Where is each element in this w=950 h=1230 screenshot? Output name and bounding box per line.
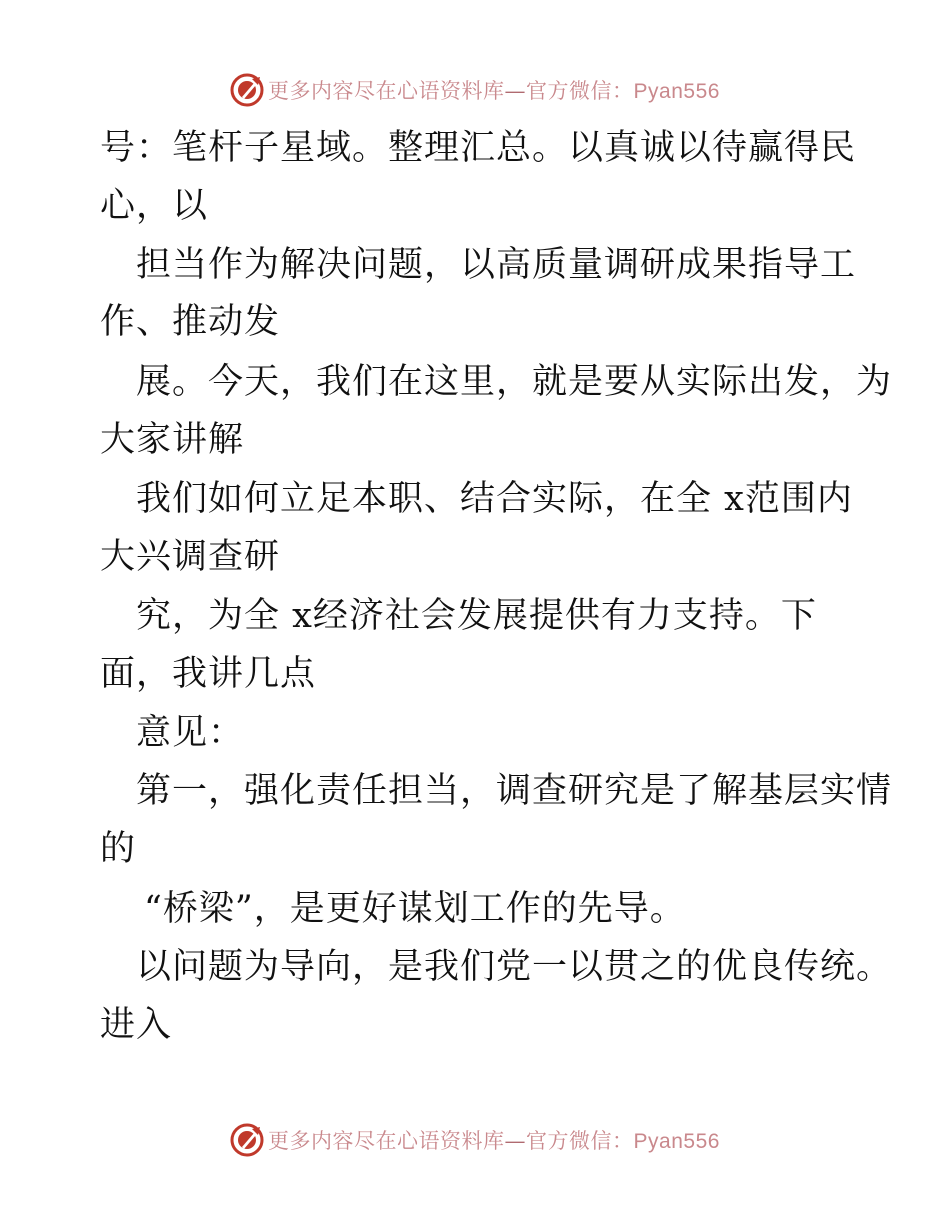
body-line: 面，我讲几点 bbox=[100, 654, 317, 694]
banner-main-text: 更多内容尽在心语资料库 bbox=[268, 79, 505, 103]
pen-seal-logo-icon bbox=[230, 1123, 264, 1157]
banner-wechat-label: 官方微信： bbox=[526, 1129, 634, 1153]
banner-wechat-id: Pyan556 bbox=[633, 80, 720, 103]
footer-banner bbox=[0, 1120, 950, 1160]
body-line: 大家讲解 bbox=[100, 420, 245, 460]
body-line: 大兴调查研 bbox=[100, 537, 281, 577]
body-line: 意见： bbox=[136, 713, 245, 753]
body-line: 进入 bbox=[100, 1005, 173, 1045]
body-line: 究，为全 x经济社会发展提供有力支持。下 bbox=[136, 596, 817, 636]
banner-wechat-id: Pyan556 bbox=[633, 1130, 720, 1153]
body-line: 作、推动发 bbox=[100, 302, 281, 342]
banner-dash: — bbox=[504, 1129, 527, 1153]
body-line: 第一，强化责任担当，调查研究是了解基层实情 bbox=[136, 771, 893, 811]
body-line: 号：笔杆子星域。整理汇总。以真诚以待赢得民 bbox=[100, 128, 857, 168]
banner-main-text: 更多内容尽在心语资料库 bbox=[268, 1129, 505, 1153]
body-line: 我们如何立足本职、结合实际，在全 x范围内 bbox=[136, 479, 853, 519]
body-line: 展。今天，我们在这里，就是要从实际出发，为 bbox=[136, 362, 893, 402]
body-line: 以问题为导向，是我们党一以贯之的优良传统。 bbox=[136, 947, 893, 987]
body-line: 的 bbox=[100, 829, 137, 869]
banner-dash: — bbox=[504, 79, 527, 103]
banner-wechat-label: 官方微信： bbox=[526, 79, 634, 103]
body-line: 心，以 bbox=[100, 186, 209, 226]
body-line: 担当作为解决问题，以高质量调研成果指导工 bbox=[136, 245, 857, 285]
body-line: “桥梁”，是更好谋划工作的先导。 bbox=[144, 889, 686, 929]
